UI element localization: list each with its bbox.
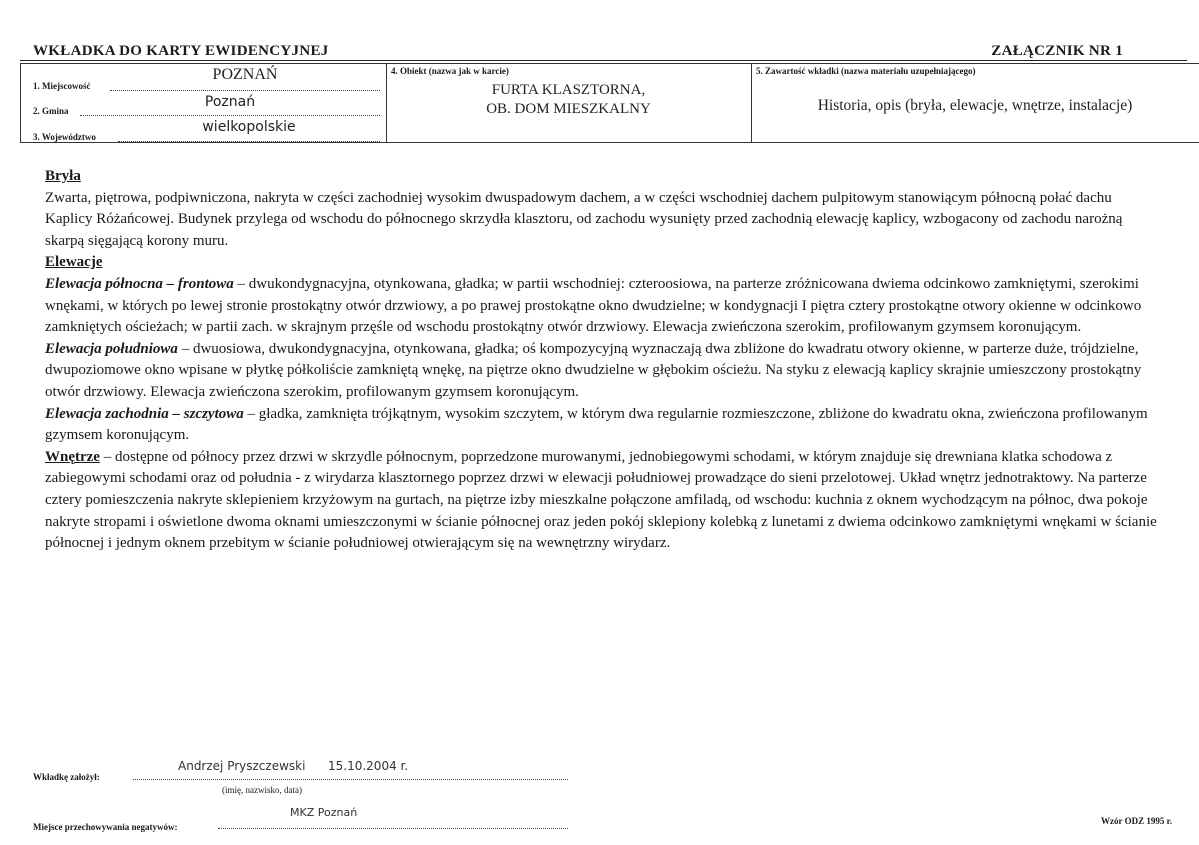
- form-title: WKŁADKA DO KARTY EWIDENCYJNEJ: [33, 43, 329, 59]
- wnetrze-text: – dostępne od północy przez drzwi w skrzydle północnym, poprzedzone murowanymi, jednobiegowymi schodami, w którym znajduje się drewniana klatka schodowa z zabiegowymi schodami oraz od południa - z wirydarza klasztornego poprzez drzwi w elewacji południowej prowadzące do sieni przelotowej. Układ wnętrz jednotraktowy. Na parterze cztery pomieszczenia nakryte sklepieniem krzyżowym na gurtach, na piętrze izby mieszkalne połączone amfiladą, od wschodu: kuchnia z oknem wychodzącym na północ, dwa pokoje nakryte stropami i oświetlone dwoma oknami umieszczonymi w ścianie północnej oraz jeden pokój sklepiony kolebką z lunetami z dwiema odcinkowo zamkniętymi wnękami w ścianie północnej i jednym oknem przebitym w ścianie południowej otwierającym się na wewnętrzny wirydarz.: [45, 448, 1157, 552]
- elewacja-polnocna-title: Elewacja północna – frontowa: [45, 275, 234, 292]
- zalozyl-label: Wkładkę założył:: [33, 772, 100, 782]
- zalozyl-hint: (imię, nazwisko, data): [222, 785, 302, 795]
- zawartosc-value: Historia, opis (bryła, elewacje, wnętrze, instalacje): [817, 97, 1133, 114]
- wojewodztwo-line: [118, 141, 380, 142]
- form-version: Wzór ODZ 1995 r.: [1101, 816, 1172, 826]
- elewacja-poludniowa-title: Elewacja południowa: [45, 340, 178, 357]
- obiekt-value-line1: FURTA KLASZTORNA,: [491, 82, 646, 98]
- description-body: [45, 166, 1160, 555]
- negatywy-line: [218, 828, 568, 829]
- wnetrze-heading: Wnętrze: [45, 448, 100, 465]
- wnetrze: [45, 447, 1160, 555]
- miejscowosc-label: 1. Miejscowość: [33, 81, 91, 91]
- negatywy-label: Miejsce przechowywania negatywów:: [33, 822, 178, 832]
- elewacja-poludniowa-text: – dwuosiowa, dwukondygnacyjna, otynkowana, gładka; oś kompozycyjną wyznaczają dwa zbliżone do kwadratu otwory okienne, w parterze duże, trójdzielne, dwupoziomowe okno wpisane w płytkę półkoliście zamkniętą wnękę, na piętrze okno dwudzielne w głębokim ościeżu. Na styku z elewacją kaplicy skrajnie umieszczony prostokątny otwór drzwiowy. Elewacja zwieńczona szerokim, profilowanym gzymsem koronującym.: [45, 340, 1142, 400]
- elewacja-zachodnia-text: – gładka, zamknięta trójkątnym, wysokim szczytem, w którym dwa regularnie rozmieszczone, zbliżone do kwadratu okna, zwieńczona profilowanym gzymsem koronującym.: [45, 405, 1148, 444]
- header-rule: [20, 60, 1187, 61]
- elewacja-polnocna: [45, 274, 1160, 339]
- miejscowosc-value: POZNAŃ: [212, 66, 278, 83]
- zalozyl-date: 15.10.2004 r.: [328, 759, 409, 773]
- bryla-text: Zwarta, piętrowa, podpiwniczona, nakryta w części zachodniej wysokim dwuspadowym dachem, a w części wschodniej dachem pulpitowym stanowiącym północną połać dachu Kaplicy Różańcowej. Budynek przylega od wschodu do północnego skrzydła klasztoru, od zachodu wysunięty przed zachodnią elewację kaplicy, wzbogacony od zachodu narożną skarpą sięgającą korony muru.: [45, 189, 1123, 249]
- zalozyl-line: [133, 779, 568, 780]
- obiekt-value-line2: OB. DOM MIESZKALNY: [486, 101, 651, 117]
- elewacja-zachodnia-title: Elewacja zachodnia – szczytowa: [45, 405, 244, 422]
- bryla-heading: Bryła: [45, 168, 81, 184]
- obiekt-label: 4. Obiekt (nazwa jak w karcie): [391, 66, 509, 76]
- wojewodztwo-value: wielkopolskie: [202, 119, 296, 135]
- gmina-value: Poznań: [204, 94, 256, 110]
- miejscowosc-line: [110, 90, 380, 91]
- gmina-line: [80, 115, 380, 116]
- zalozyl-name: Andrzej Pryszczewski: [178, 759, 306, 773]
- elewacja-poludniowa: [45, 339, 1160, 404]
- zawartosc-label: 5. Zawartość wkładki (nazwa materiału uzupełniającego): [756, 66, 976, 76]
- elewacje-heading: Elewacje: [45, 254, 103, 271]
- elewacja-polnocna-text: – dwukondygnacyjna, otynkowana, gładka; w partii wschodniej: czteroosiowa, na parterze zróżnicowana dwiema odcinkowo zamkniętymi, szerokimi wnękami, w których po lewej stronie prostokątny otwór drzwiowy, a po prawej prostokątne okno dwudzielne; w kondygnacji I piętra cztery prostokątne otwory okienne w odcinkowo zamkniętych ościeżach; w partii zach. w skrajnym przęśle od wschodu prostokątny otwór drzwiowy. Elewacja zwieńczona szerokim, profilowanym gzymsem koronującym.: [45, 275, 1142, 336]
- gmina-label: 2. Gmina: [33, 106, 69, 116]
- attachment-number: ZAŁĄCZNIK NR 1: [991, 43, 1123, 59]
- negatywy-value: MKZ Poznań: [290, 806, 358, 819]
- wojewodztwo-label: 3. Województwo: [33, 132, 96, 142]
- elewacja-zachodnia: [45, 404, 1160, 447]
